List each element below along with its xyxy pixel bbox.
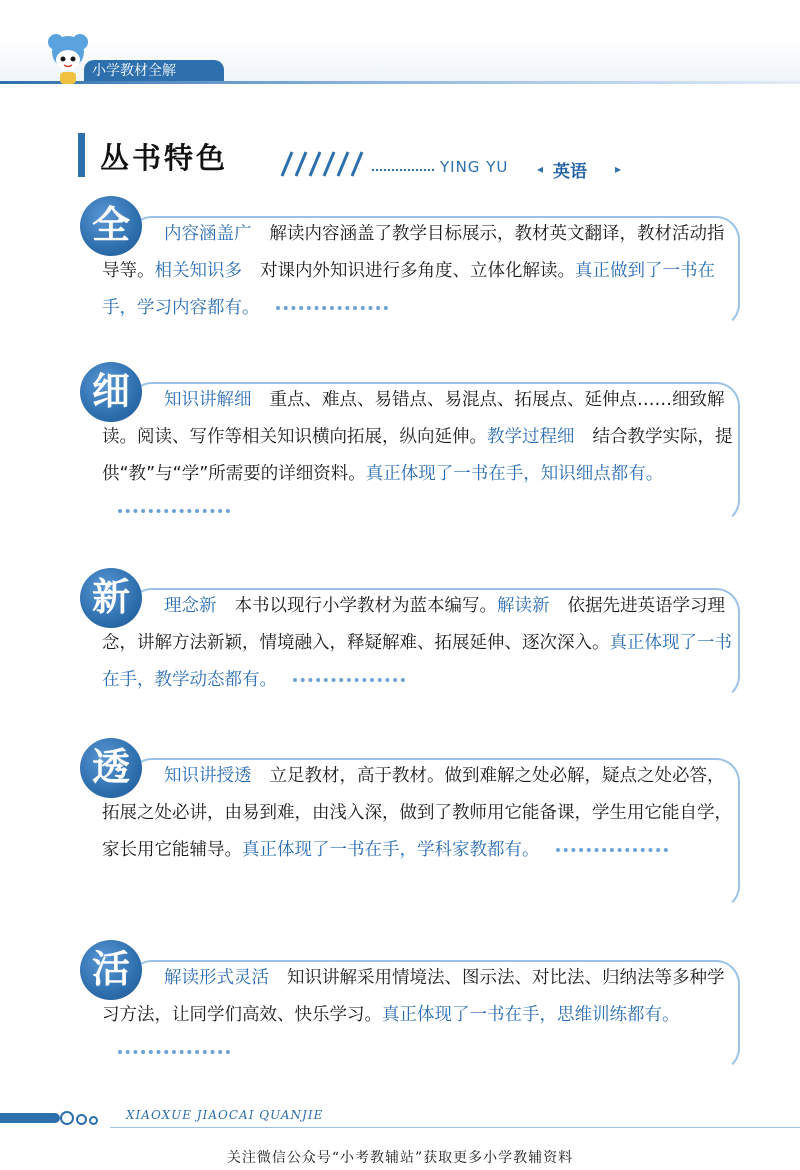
feature-description: 本书以现行小学教材为蓝本编写。	[234, 596, 497, 616]
feature-description: 重点、难点、易错点、易混点、拓展点、延伸点……细致解读。阅读、写作等相关知识横向拓展，纵向延伸。	[102, 390, 725, 447]
feature-thorough	[80, 738, 740, 908]
bottom-note: 关注微信公众号“小考教辅站”获取更多小学教辅资料	[226, 1150, 574, 1166]
feature-comprehensive	[80, 196, 740, 326]
feature-label: 教学过程细	[487, 427, 575, 447]
footer-rule	[110, 1127, 800, 1128]
feature-label: 内容涵盖广	[164, 224, 252, 244]
dotted-trail	[293, 678, 405, 682]
feature-summary: 真正体现了一书在手，学科家教都有。	[242, 840, 540, 860]
dotted-trail	[118, 509, 230, 513]
feature-description: 知识讲解采用情境法、图示法、对比法、归纳法等多种学习方法，让同学们高效、快乐学习。	[102, 968, 725, 1025]
feature-badge: 透	[80, 738, 142, 798]
feature-description: 对课内外知识进行多角度、立体化解读。	[260, 261, 575, 281]
subject-label: 英语	[553, 162, 587, 182]
feature-summary: 真正体现了一书在手，知识细点都有。	[365, 464, 664, 484]
feature-flexible	[80, 940, 740, 1070]
feature-label: 相关知识多	[154, 261, 242, 281]
subject-pinyin: YING YU	[440, 158, 509, 176]
feature-badge: 细	[80, 362, 142, 422]
feature-text	[102, 216, 734, 327]
dotted-trail	[276, 306, 388, 310]
feature-label: 理念新	[164, 596, 217, 616]
feature-badge: 新	[80, 568, 142, 628]
dotted-trail	[118, 1050, 230, 1054]
feature-badge: 活	[80, 940, 142, 1000]
dotted-rule	[372, 169, 434, 171]
hatch-decoration	[280, 150, 380, 178]
feature-text	[102, 382, 734, 530]
header-rule	[0, 81, 800, 84]
feature-description: 结合教学实际，提供“教”与“学”所需要的详细资料。	[102, 427, 733, 484]
footer-circles-decoration	[60, 1110, 100, 1129]
mascot-icon	[38, 30, 98, 90]
feature-summary: 真正体现了一书在手，思维训练都有。	[382, 1005, 680, 1025]
feature-summary: 真正体现了一书在手，教学动态都有。	[102, 633, 732, 690]
footer-pinyin: XIAOXUE JIAOCAI QUANJIE	[126, 1108, 324, 1122]
feature-innovative	[80, 568, 740, 698]
feature-text	[102, 960, 734, 1071]
section-title: 丛书特色	[100, 141, 229, 175]
feature-label: 解读新	[497, 596, 550, 616]
dotted-trail	[556, 848, 668, 852]
feature-description: 解读内容涵盖了教学目标展示，教材英文翻译，教材活动指导等。	[102, 224, 725, 281]
feature-detailed	[80, 362, 740, 522]
feature-summary: 真正做到了一书在手，学习内容都有。	[102, 261, 715, 318]
arrow-right-icon: ▸	[615, 162, 622, 176]
feature-description: 依据先进英语学习理念，讲解方法新颖，情境融入，释疑解难、拓展延伸、逐次深入。	[102, 596, 725, 653]
feature-label: 解读形式灵活	[164, 968, 269, 988]
feature-text	[102, 588, 734, 699]
feature-badge: 全	[80, 196, 142, 256]
section-title-bar	[78, 133, 85, 177]
feature-label: 知识讲授透	[164, 766, 252, 786]
footer-bar	[0, 1113, 60, 1123]
arrow-left-icon: ◂	[537, 162, 544, 176]
feature-label: 知识讲解细	[164, 390, 252, 410]
feature-text	[102, 758, 734, 869]
book-title: 小学教材全解	[84, 60, 224, 82]
feature-description: 立足教材，高于教材。做到难解之处必解，疑点之处必答，拓展之处必讲，由易到难，由浅入深，做到了教师用它能备课，学生用它能自学，家长用它能辅导。	[102, 766, 732, 860]
